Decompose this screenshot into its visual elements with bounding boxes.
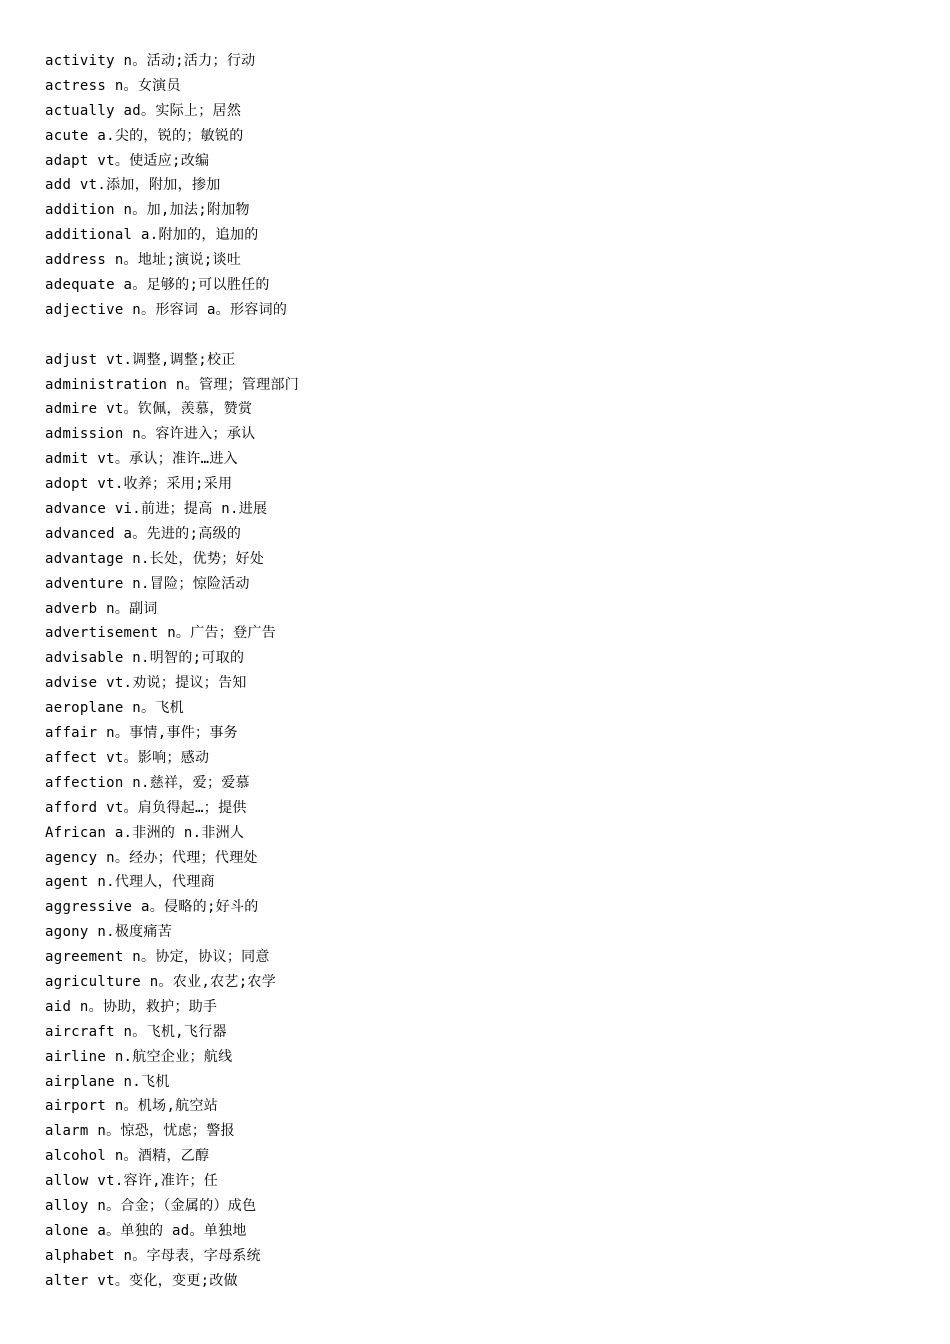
list-item: adventure n.冒险；惊险活动	[45, 575, 250, 592]
list-item: adjective n。形容词 a。形容词的	[45, 301, 288, 318]
list-item: addition n。加,加法;附加物	[45, 202, 250, 219]
list-item: aeroplane n。飞机	[45, 700, 184, 717]
list-item: aggressive a。侵略的;好斗的	[45, 899, 259, 916]
list-item: admit vt。承认；准许…进入	[45, 451, 238, 468]
list-item: alter vt。变化，变更;改做	[45, 1272, 238, 1289]
list-item: agony n.极度痛苦	[45, 924, 173, 941]
list-item: afford vt。肩负得起…；提供	[45, 799, 247, 816]
list-item: advanced a。先进的;高级的	[45, 525, 242, 542]
list-item: actually ad。实际上；居然	[45, 102, 242, 119]
list-item: affect vt。影响；感动	[45, 749, 210, 766]
list-item: activity n。活动;活力；行动	[45, 53, 256, 69]
list-item: admission n。容许进入；承认	[45, 426, 256, 443]
list-item: alarm n。惊恐，忧虑；警报	[45, 1123, 235, 1140]
list-item: alcohol n。酒精，乙醇	[45, 1148, 210, 1165]
list-item: aircraft n。飞机,飞行器	[45, 1023, 227, 1040]
list-item: adjust vt.调整,调整;校正	[45, 351, 236, 368]
list-item: alphabet n。字母表，字母系统	[45, 1247, 261, 1264]
list-item: acute a.尖的，锐的；敏锐的	[45, 127, 244, 144]
list-item: advisable n.明智的;可取的	[45, 650, 245, 667]
list-item: airport n。机场,航空站	[45, 1098, 219, 1115]
list-item: alone a。单独的 ad。单独地	[45, 1222, 247, 1239]
list-item: allow vt.容许,准许；任	[45, 1173, 219, 1190]
list-item: alloy n。合金；（金属的）成色	[45, 1197, 257, 1214]
list-item: admire vt。钦佩，羡慕，赞赏	[45, 401, 253, 418]
list-item: adequate a。足够的;可以胜任的	[45, 277, 270, 294]
list-item: advertisement n。广告；登广告	[45, 625, 277, 642]
list-item: African a.非洲的 n.非洲人	[45, 824, 245, 841]
list-item: affair n。事情,事件；事务	[45, 725, 238, 742]
list-item: advantage n.长处，优势；好处	[45, 550, 265, 567]
list-item: administration n。管理；管理部门	[45, 376, 300, 393]
list-item: advance vi.前进；提高 n.进展	[45, 501, 268, 518]
list-item: adapt vt。使适应;改编	[45, 152, 210, 169]
list-item: add vt.添加，附加，掺加	[45, 177, 221, 194]
list-item: airplane n.飞机	[45, 1073, 170, 1090]
list-item: aid n。协助，救护；助手	[45, 998, 218, 1015]
list-item: agreement n。协定，协议；同意	[45, 949, 270, 966]
list-item: actress n。女演员	[45, 77, 181, 94]
list-item: advise vt.劝说；提议；告知	[45, 675, 247, 692]
list-item: agriculture n。农业,农艺;农学	[45, 973, 277, 990]
list-item: affection n.慈祥，爱；爱慕	[45, 774, 250, 791]
list-item: adopt vt.收养；采用;采用	[45, 476, 233, 493]
list-item: additional a.附加的，追加的	[45, 227, 259, 244]
list-item: airline n.航空企业；航线	[45, 1048, 233, 1065]
list-item: agent n.代理人，代理商	[45, 874, 215, 891]
list-item: address n。地址;演说;谈吐	[45, 252, 242, 269]
vocabulary-list	[45, 49, 299, 1294]
list-item: agency n。经办；代理；代理处	[45, 849, 258, 866]
blank-line	[45, 323, 299, 348]
list-item: adverb n。副词	[45, 600, 158, 617]
